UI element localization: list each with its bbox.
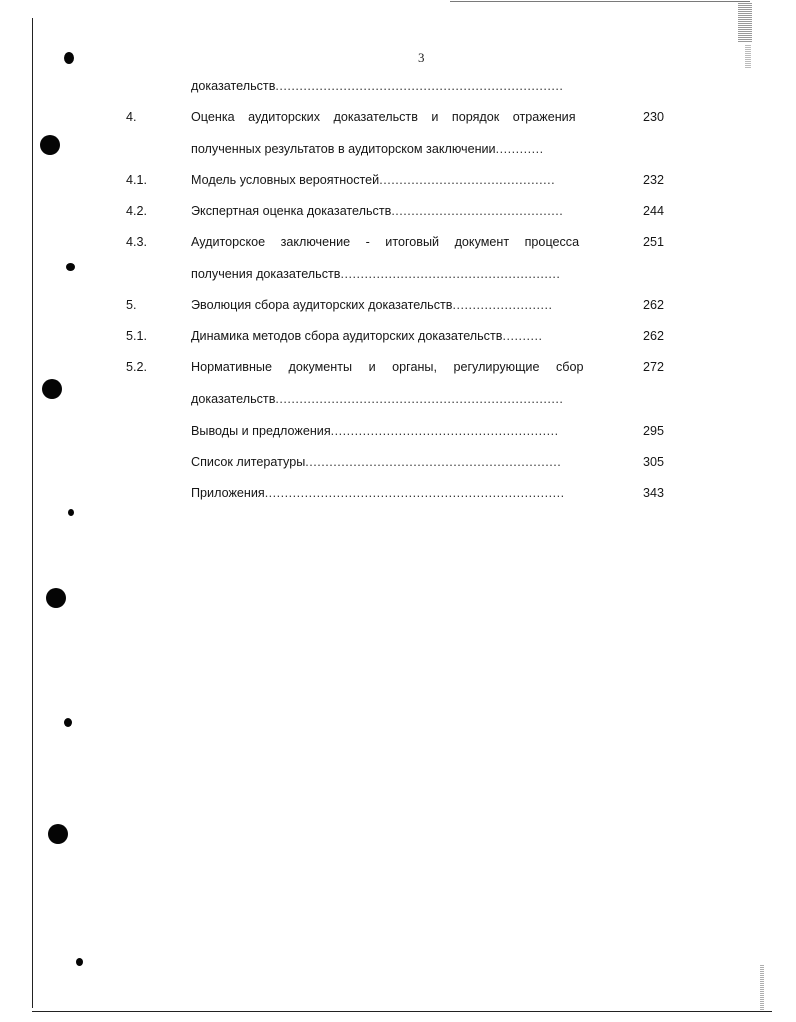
punch-hole-mark [64, 718, 72, 727]
punch-hole-mark [76, 958, 83, 966]
toc-entry-page: 305 [642, 455, 664, 469]
toc-entry-title-line-2: доказательств........................................................................ [191, 392, 564, 406]
toc-entry-title: Динамика методов сбора аудиторских доказательств.......... [191, 329, 543, 343]
toc-entry-title: доказательств [191, 79, 276, 93]
toc-entry-title-line-2: получения доказательств....................................................... [191, 267, 561, 281]
toc-entry-page: 244 [642, 204, 664, 218]
toc-entry-title: Список литературы................................................................ [191, 455, 562, 469]
punch-hole [46, 588, 66, 608]
punch-hole [48, 824, 68, 844]
leader-dots: ......................................................... [330, 424, 559, 438]
toc-entry-number: 4.3. [126, 235, 148, 249]
leader-dots: .......... [502, 329, 543, 343]
toc-entry-title: Эволюция сбора аудиторских доказательств......................... [191, 298, 553, 312]
leader-dots: ....................................................... [340, 267, 561, 281]
toc-entry-page: 262 [642, 298, 664, 312]
scan-noise-bottom-right [760, 965, 764, 1010]
toc-entry-title: Выводы и предложения......................................................... [191, 424, 559, 438]
toc-entry-title: Модель условных вероятностей............................................ [191, 173, 556, 187]
punch-hole [42, 379, 62, 399]
leader-dots: ............................................ [379, 173, 556, 187]
punch-hole-mark [66, 263, 75, 271]
toc-entry-title-line-1: Аудиторское заключение - итоговый документ процесса [191, 235, 580, 249]
top-edge-line [450, 1, 750, 2]
leader-dots: ........................................... [391, 204, 564, 218]
toc-continuation-line [191, 78, 563, 94]
toc-entry-title: Оценка аудиторских доказательств и порядок отражения [191, 110, 576, 124]
leader-dots: ............ [495, 142, 544, 156]
toc-entry-number: 5. [126, 298, 137, 312]
toc-entry-number: 5.2. [126, 360, 148, 374]
leader-dots: ........................................................................... [264, 486, 565, 500]
toc-entry-page: 251 [642, 235, 664, 249]
toc-entry-number: 4.1. [126, 173, 148, 187]
toc-entry-number: 4.2. [126, 204, 148, 218]
scan-noise-top-right [738, 2, 752, 42]
leader-dots: ........................................................................ [275, 392, 564, 406]
toc-entry-page: 262 [642, 329, 664, 343]
toc-entry-page: 230 [642, 110, 664, 124]
toc-entry-page: 232 [642, 173, 664, 187]
punch-hole [40, 135, 60, 155]
toc-entry-title: Приложения........................................................................... [191, 486, 565, 500]
leader-dots: ........................................................................ [275, 79, 564, 93]
toc-entry-page: 295 [642, 424, 664, 438]
toc-entry-title-line-2: полученных результатов в аудиторском заключении............ [191, 142, 544, 156]
toc-entry-page: 272 [642, 360, 664, 374]
toc-entry-title: Экспертная оценка доказательств........................................... [191, 204, 564, 218]
punch-hole-mark [64, 52, 74, 64]
toc-entry-page: 343 [642, 486, 664, 500]
bottom-edge-line [32, 1011, 772, 1012]
page-number: 3 [418, 50, 425, 65]
toc-entry-title-line-1 [191, 109, 607, 125]
toc-entry-number: 4. [126, 110, 137, 124]
toc-entry-number: 5.1. [126, 329, 148, 343]
punch-hole-mark [68, 509, 74, 516]
left-margin-line [32, 18, 33, 1008]
scan-noise-right [745, 44, 751, 68]
leader-dots: ......................... [452, 298, 553, 312]
leader-dots: ................................................................ [305, 455, 562, 469]
toc-entry-title-line-1: Нормативные документы и органы, регулирующие сбор [191, 360, 584, 374]
